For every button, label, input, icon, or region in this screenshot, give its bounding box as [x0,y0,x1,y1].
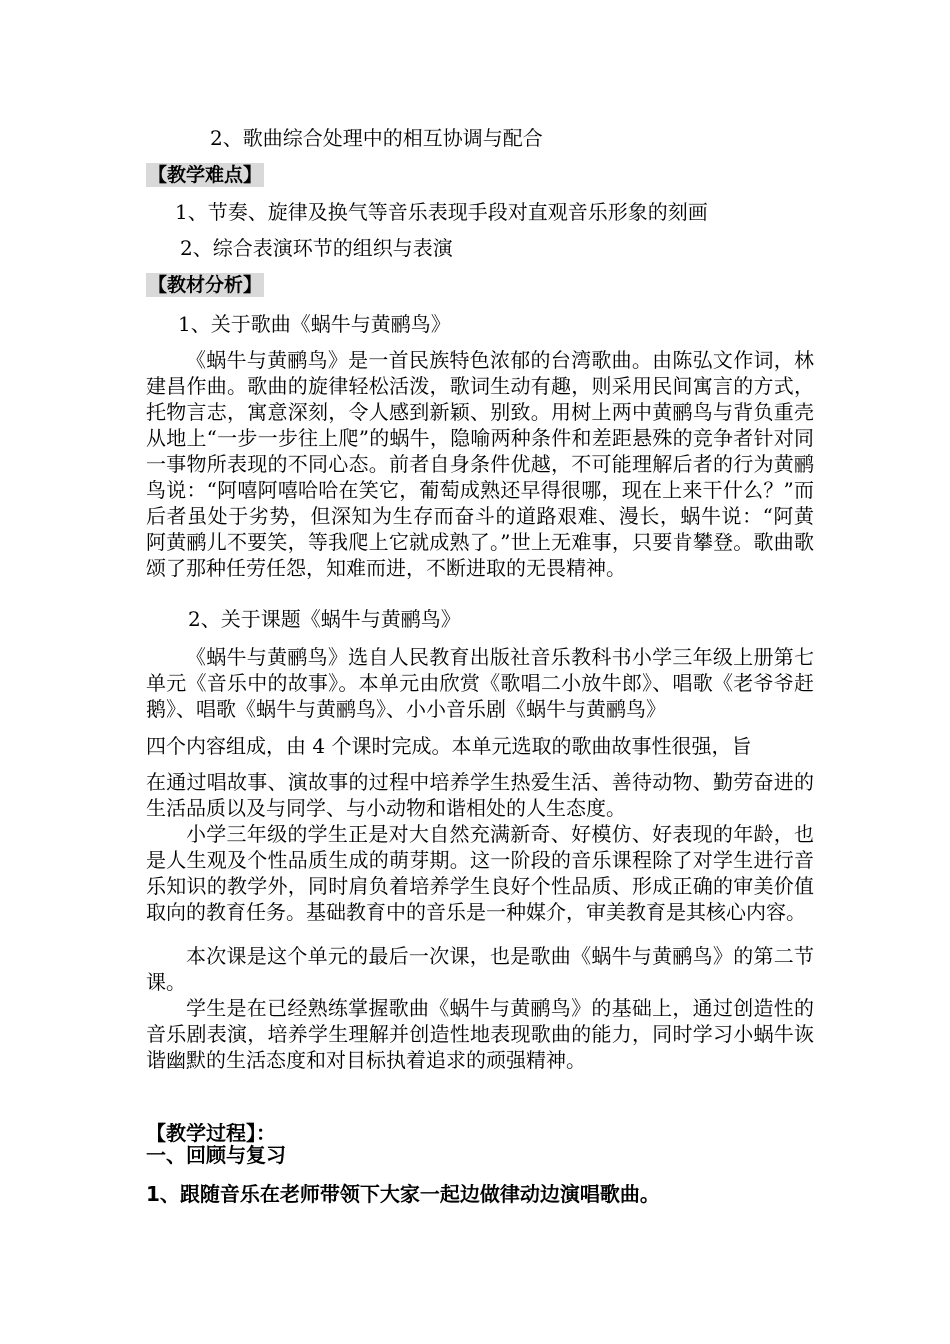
section-heading-difficulties: 【教学难点】 [148,164,263,186]
analysis-paragraph-lesson: 本次课是这个单元的最后一次课，也是歌曲《蜗牛与黄鹂鸟》的第二节课。 [146,944,814,994]
difficulty-item-1: 1、节奏、旋律及换气等音乐表现手段对直观音乐形象的刻画 [175,200,708,224]
analysis-paragraph-topic-c: 在通过唱故事、演故事的过程中培养学生热爱生活、善待动物、勤劳奋进的生活品质以及与同学、与小动物和谐相处的人生态度。 [146,770,814,820]
analysis-paragraph-topic-b: 四个内容组成，由 4 个课时完成。本单元选取的歌曲故事性很强，旨 [146,734,752,758]
analysis-subheading-2: 2、关于课题《蜗牛与黄鹂鸟》 [188,607,461,631]
process-step-1: 1、跟随音乐在老师带领下大家一起边做律动边演唱歌曲。 [146,1182,660,1206]
analysis-subheading-1: 1、关于歌曲《蜗牛与黄鹂鸟》 [178,312,451,336]
analysis-paragraph-students: 小学三年级的学生正是对大自然充满新奇、好模仿、好表现的年龄，也是人生观及个性品质生成的萌芽期。这一阶段的音乐课程除了对学生进行音乐知识的教学外，同时肩负着培养学生良好个性品质、形成正确的审美价值取向的教育任务。基础教育中的音乐是一种媒介，审美教育是其核心内容。 [146,822,814,924]
analysis-paragraph-topic-a: 《蜗牛与黄鹂鸟》选自人民教育出版社音乐教科书小学三年级上册第七单元《音乐中的故事》。本单元由欣赏《歌唱二小放牛郎》、唱歌《老爷爷赶鹅》、唱歌《蜗牛与黄鹂鸟》、小小音乐剧《蜗牛与黄鹂鸟》 [146,645,814,721]
focus-item-2: 2、歌曲综合处理中的相互协调与配合 [210,126,543,150]
analysis-paragraph-song: 《蜗牛与黄鹂鸟》是一首民族特色浓郁的台湾歌曲。由陈弘文作词，林建昌作曲。歌曲的旋律轻松活泼，歌词生动有趣，则采用民间寓言的方式，托物言志，寓意深刻，令人感到新颖、别致。用树上两中黄鹂鸟与背负重壳从地上“一步一步往上爬”的蜗牛，隐喻两种条件和差距悬殊的竞争者针对同一事物所表现的不同心态。前者自身条件优越，不可能理解后者的行为黄鹂鸟说：“阿嘻阿嘻哈哈在笑它，葡萄成熟还早得很哪，现在上来干什么？”而后者虽处于劣势，但深知为生存而奋斗的道路艰难、漫长，蜗牛说：“阿黄阿黄鹂儿不要笑，等我爬上它就成熟了。”世上无难事，只要肯攀登。歌曲歌颂了那种任劳任怨，知难而进，不断进取的无畏精神。 [146,348,814,580]
difficulty-item-2: 2、综合表演环节的组织与表演 [180,236,453,260]
section-heading-process: 【教学过程】： [146,1121,276,1145]
process-section-review: 一、回顾与复习 [146,1143,286,1167]
analysis-paragraph-goals: 学生是在已经熟练掌握歌曲《蜗牛与黄鹂鸟》的基础上，通过创造性的音乐剧表演，培养学生理解并创造性地表现歌曲的能力，同时学习小蜗牛诙谐幽默的生活态度和对目标执着追求的顽强精神。 [146,996,814,1072]
section-heading-analysis: 【教材分析】 [148,274,263,296]
